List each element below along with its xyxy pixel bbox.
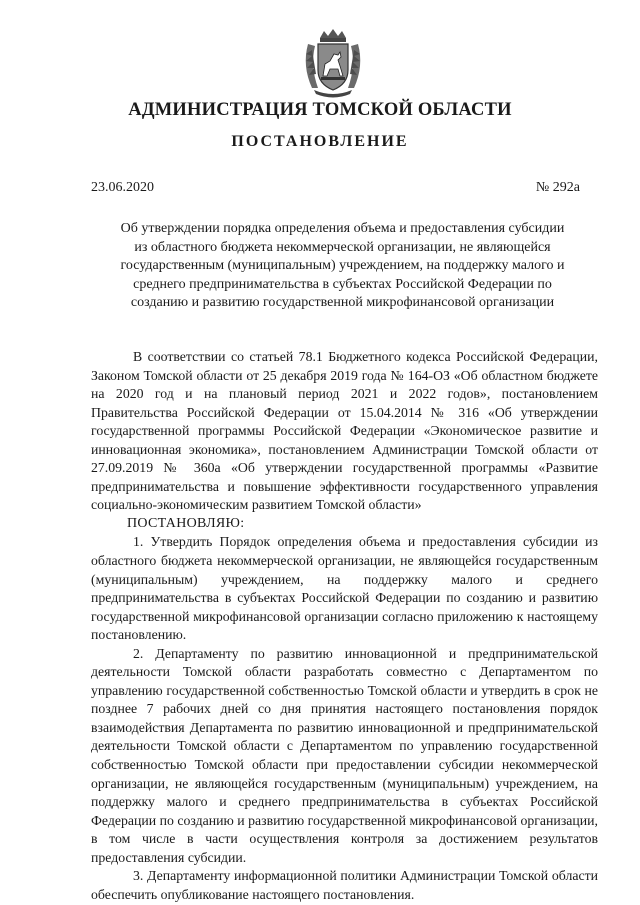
clause-1: 1. Утвердить Порядок определения объема и предоставления субсидии из областного бюджета некоммерческой организации, не являющейся государственным (муниципальным) учреждением, на поддержку малого и среднего предпринимательства в субъектах Российской Федерации по созданию и развитию государственной микрофинансовой организации согласно приложению к настоящему постановлению. (91, 534, 598, 643)
organization-title: АДМИНИСТРАЦИЯ ТОМСКОЙ ОБЛАСТИ (128, 100, 512, 120)
preamble-paragraph: В соответствии со статьей 78.1 Бюджетного кодекса Российской Федерации, Законом Томской области от 25 декабря 2019 года № 164-ОЗ «Об областном бюджете на 2020 год и на плановый период 2021 и 2022 годов», постановлением Правительства Российской Федерации от 15.04.2014 № 316 «Об утверждении государственной программы Российской Федерации «Экономическое развитие и инновационная экономика», постановлением Администрации Томской области от 27.09.2019 № 360а «Об утверждении государственной программы «Развитие предпринимательства и повышение эффективности государственного управления социально-экономическим развитием Томской области» (91, 349, 598, 513)
document-type: ПОСТАНОВЛЕНИЕ (231, 133, 409, 150)
resolution-title: Об утверждении порядка определения объема и предоставления субсидии из областного бюджета некоммерческой организации, не являющейся государственным (муниципальным) учреждением, на поддержку малого и среднего предпринимательства в субъектах Российской Федерации по созданию и развитию государственной микрофинансовой организации (120, 221, 565, 311)
decree-word: ПОСТАНОВЛЯЮ: (127, 515, 245, 531)
document-date: 23.06.2020 (91, 180, 154, 195)
tomsk-coat-of-arms-icon (298, 28, 368, 98)
clause-3: 3. Департаменту информационной политики Администрации Томской области обеспечить опубликование настоящего постановления. (91, 868, 598, 902)
clause-2: 2. Департаменту по развитию инновационной и предпринимательской деятельности Томской области разработать совместно с Департаментом по управлению государственной собственностью Томской области и утвердить в срок не позднее 7 рабочих дней со дня принятия настоящего постановления порядок взаимодействия Департамента по развитию инновационной и предпринимательской деятельности Томской области с Департаментом по управлению государственной собственностью Томской области при предоставлении субсидии некоммерческой организации, не являющейся государственным (муниципальным) учреждением, на поддержку малого и среднего предпринимательства в субъектах Российской Федерации по созданию и развитию государственной микрофинансовой организации, в том числе в части осуществления контроля за достижением результатов предоставления субсидии. (91, 645, 598, 865)
document-number: № 292а (535, 180, 580, 195)
document-body (91, 348, 598, 904)
